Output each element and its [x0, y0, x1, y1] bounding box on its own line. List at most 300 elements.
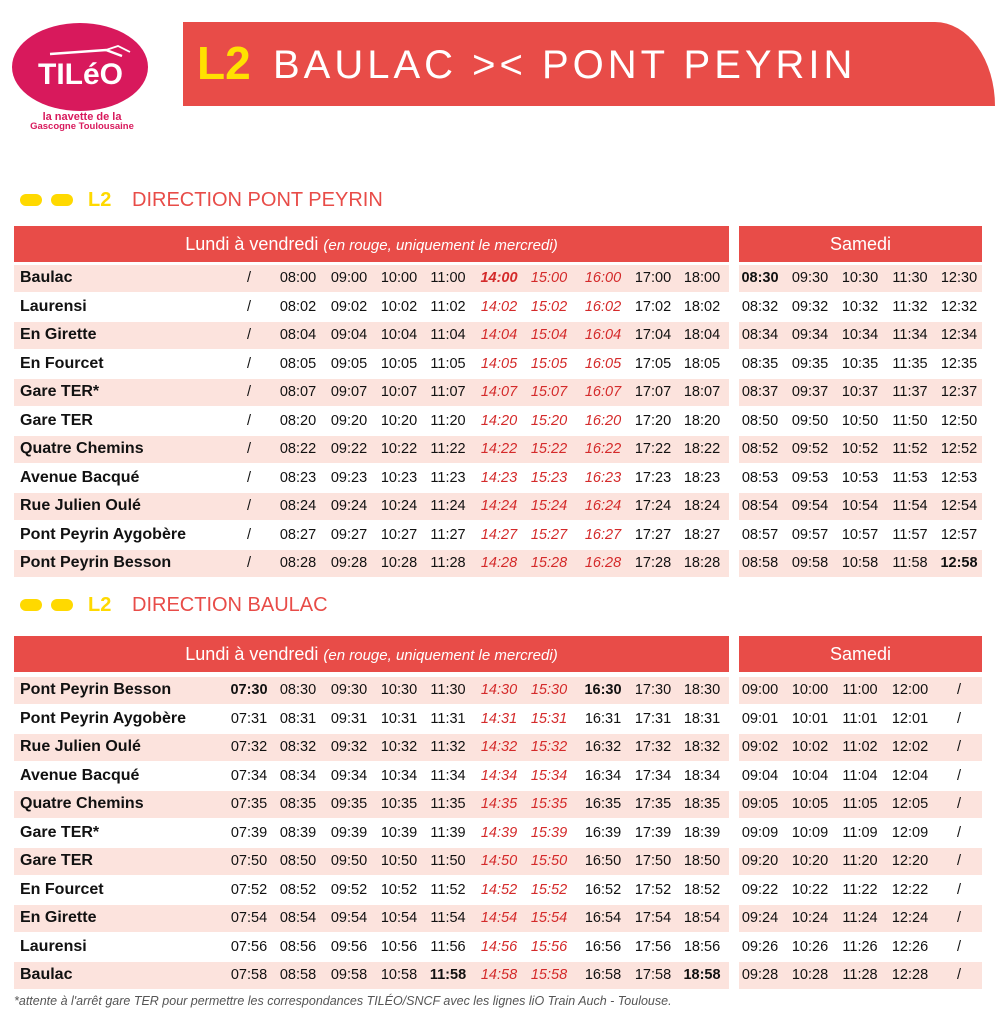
saturday-time-cell: 11:32: [892, 298, 928, 315]
weekday-time-cell: 09:35: [330, 796, 368, 812]
saturday-time-cell: 08:34: [741, 327, 779, 343]
weekday-time-cell: 07:56: [230, 938, 268, 955]
stop-name: Laurensi: [20, 297, 87, 315]
saturday-time-cell: 09:09: [741, 824, 779, 841]
saturday-time-cell: 12:26: [891, 938, 929, 955]
weekday-time-cell: 11:34: [430, 767, 466, 784]
weekday-time-cell: 15:02: [530, 298, 568, 315]
saturday-time-cell: 10:24: [791, 910, 829, 926]
saturday-time-cell: 10:32: [841, 298, 879, 315]
weekday-time-cell: 15:39: [530, 824, 568, 841]
weekday-time-cell: 11:50: [430, 853, 466, 869]
weekday-time-cell: 15:24: [530, 498, 568, 514]
weekday-time-cell: 10:20: [380, 412, 418, 429]
saturday-time-cell: 10:01: [791, 710, 829, 727]
saturday-time-cell: 12:24: [891, 910, 929, 926]
weekday-time-cell: 14:22: [480, 441, 518, 457]
weekday-time-cell: 11:56: [430, 938, 466, 955]
saturday-time-cell: 11:57: [892, 526, 928, 543]
weekday-time-cell: 14:28: [480, 555, 518, 571]
weekday-time-cell: 14:56: [480, 938, 518, 955]
weekday-time-cell: 09:31: [330, 710, 368, 727]
weekday-time-cell: 08:23: [279, 469, 317, 486]
weekday-time-cell: 16:05: [584, 355, 622, 372]
saturday-time-cell: 09:50: [791, 412, 829, 429]
weekday-time-cell: 14:04: [480, 327, 518, 343]
saturday-time-cell: 11:35: [892, 355, 928, 372]
weekday-time-cell: /: [246, 441, 252, 457]
saturday-time-cell: 09:28: [741, 967, 779, 983]
saturday-time-cell: 10:58: [841, 555, 879, 571]
weekday-time-cell: 10:35: [380, 796, 418, 812]
saturday-time-cell: 10:20: [791, 853, 829, 869]
saturday-time-cell: 10:34: [841, 327, 879, 343]
saturday-time-cell: /: [956, 967, 962, 983]
stop-name: Gare TER: [20, 852, 93, 869]
saturday-time-cell: 12:57: [940, 526, 978, 543]
weekday-time-cell: 15:23: [530, 469, 568, 486]
weekday-time-cell: 11:23: [430, 469, 466, 486]
saturday-time-cell: 09:53: [791, 469, 829, 486]
weekday-time-cell: /: [246, 270, 252, 286]
saturday-time-cell: 11:30: [892, 270, 928, 286]
saturday-time-cell: 10:30: [841, 270, 879, 286]
saturday-time-cell: /: [956, 710, 962, 727]
weekday-header: [14, 226, 729, 262]
title-banner: [183, 22, 995, 106]
weekday-time-cell: 09:00: [330, 270, 368, 286]
table-row: [14, 762, 982, 791]
weekday-time-cell: 15:52: [530, 881, 568, 898]
saturday-time-cell: 11:54: [892, 498, 928, 514]
weekday-time-cell: 14:52: [480, 881, 518, 898]
weekday-time-cell: /: [246, 384, 252, 400]
saturday-header: [739, 226, 982, 262]
stop-name: Laurensi: [20, 937, 87, 955]
saturday-time-cell: 12:22: [891, 881, 929, 898]
weekday-time-cell: 07:52: [230, 881, 268, 898]
weekday-time-cell: 11:39: [430, 824, 466, 841]
saturday-time-cell: 10:04: [791, 767, 829, 784]
saturday-time-cell: /: [956, 739, 962, 755]
weekday-time-cell: 10:00: [380, 270, 418, 286]
saturday-time-cell: 08:50: [741, 412, 779, 429]
saturday-time-cell: 12:00: [891, 682, 929, 698]
saturday-time-cell: 09:22: [741, 881, 779, 898]
table-row: [14, 321, 982, 350]
saturday-time-cell: 12:58: [940, 555, 978, 571]
weekday-time-cell: 16:54: [584, 910, 622, 926]
weekday-time-cell: 11:30: [430, 682, 466, 698]
weekday-header: [14, 636, 729, 672]
weekday-time-cell: 11:02: [430, 298, 466, 315]
weekday-time-cell: 16:28: [584, 555, 622, 571]
weekday-time-cell: 10:27: [380, 526, 418, 543]
saturday-time-cell: /: [956, 767, 962, 784]
saturday-time-cell: 10:09: [791, 824, 829, 841]
saturday-time-cell: 10:00: [791, 682, 829, 698]
weekday-time-cell: 09:04: [330, 327, 368, 343]
weekday-time-cell: 18:35: [683, 796, 721, 812]
weekday-time-cell: 15:58: [530, 967, 568, 983]
weekday-time-cell: 10:56: [380, 938, 418, 955]
weekday-time-cell: 15:28: [530, 555, 568, 571]
stop-name: Quatre Chemins: [20, 440, 144, 457]
table-row: [14, 350, 982, 379]
saturday-time-cell: 10:02: [791, 739, 829, 755]
weekday-time-cell: 17:20: [634, 412, 672, 429]
weekday-time-cell: 15:30: [530, 682, 568, 698]
weekday-label: Lundi à vendredi: [185, 234, 319, 254]
saturday-time-cell: 11:01: [842, 710, 878, 727]
saturday-time-cell: 09:30: [791, 270, 829, 286]
weekday-time-cell: 10:31: [380, 710, 418, 727]
weekday-time-cell: 14:35: [480, 796, 518, 812]
table-row: [14, 676, 982, 705]
weekday-time-cell: 16:39: [584, 824, 622, 841]
weekday-time-cell: 16:07: [584, 384, 622, 400]
weekday-time-cell: 18:30: [683, 682, 721, 698]
saturday-time-cell: 10:50: [841, 412, 879, 429]
weekday-note: (en rouge, uniquement le mercredi): [323, 237, 558, 254]
saturday-time-cell: 12:37: [940, 384, 978, 400]
weekday-time-cell: 18:34: [683, 767, 721, 784]
weekday-time-cell: 18:04: [683, 327, 721, 343]
weekday-time-cell: 17:23: [634, 469, 672, 486]
saturday-time-cell: 08:35: [741, 355, 779, 372]
weekday-time-cell: 17:39: [634, 824, 672, 841]
saturday-time-cell: 10:26: [791, 938, 829, 955]
weekday-time-cell: 08:50: [279, 853, 317, 869]
saturday-time-cell: 11:58: [892, 555, 928, 571]
weekday-time-cell: 09:32: [330, 739, 368, 755]
weekday-time-cell: 09:05: [330, 355, 368, 372]
saturday-time-cell: 12:05: [891, 796, 929, 812]
saturday-time-cell: 10:22: [791, 881, 829, 898]
saturday-time-cell: 12:28: [891, 967, 929, 983]
weekday-time-cell: 09:39: [330, 824, 368, 841]
weekday-time-cell: 18:54: [683, 910, 721, 926]
saturday-time-cell: 12:02: [891, 739, 929, 755]
weekday-time-cell: 16:52: [584, 881, 622, 898]
weekday-time-cell: 16:56: [584, 938, 622, 955]
saturday-time-cell: 10:35: [841, 355, 879, 372]
saturday-time-cell: 11:50: [892, 412, 928, 429]
weekday-time-cell: 10:24: [380, 498, 418, 514]
stop-name: Pont Peyrin Besson: [20, 554, 172, 571]
weekday-time-cell: 11:24: [430, 498, 466, 514]
weekday-time-cell: 10:23: [380, 469, 418, 486]
weekday-time-cell: 11:52: [430, 881, 466, 898]
weekday-time-cell: 08:32: [279, 739, 317, 755]
weekday-time-cell: 18:27: [683, 526, 721, 543]
weekday-time-cell: 16:02: [584, 298, 622, 315]
weekday-time-cell: 17:52: [634, 881, 672, 898]
weekday-time-cell: 14:05: [480, 355, 518, 372]
saturday-time-cell: 08:52: [741, 441, 779, 457]
table-row: [14, 819, 982, 848]
weekday-time-cell: /: [246, 498, 252, 514]
weekday-time-cell: 08:52: [279, 881, 317, 898]
weekday-time-cell: 15:05: [530, 355, 568, 372]
tagline-line-1: la navette de la: [42, 111, 122, 123]
table-row: [14, 733, 982, 762]
weekday-time-cell: 08:07: [279, 384, 317, 400]
weekday-time-cell: 07:30: [230, 682, 268, 698]
weekday-time-cell: 18:31: [683, 710, 721, 727]
weekday-time-cell: 11:20: [430, 412, 466, 429]
saturday-time-cell: 09:37: [791, 384, 829, 400]
weekday-time-cell: 09:07: [330, 384, 368, 400]
saturday-time-cell: 08:30: [741, 270, 779, 286]
weekday-time-cell: 17:31: [634, 710, 672, 727]
weekday-time-cell: 09:34: [330, 767, 368, 784]
weekday-time-cell: 11:04: [430, 327, 466, 343]
weekday-time-cell: 16:00: [584, 270, 622, 286]
weekday-time-cell: 17:05: [634, 355, 672, 372]
weekday-time-cell: 14:20: [480, 412, 518, 429]
weekday-time-cell: 08:31: [279, 710, 317, 727]
weekday-time-cell: 10:58: [380, 967, 418, 983]
weekday-time-cell: 16:58: [584, 967, 622, 983]
tagline-line-2: Gascogne Toulousaine: [30, 121, 134, 132]
weekday-time-cell: 17:24: [634, 498, 672, 514]
weekday-time-cell: 17:27: [634, 526, 672, 543]
saturday-time-cell: /: [956, 853, 962, 869]
table-row: [14, 961, 982, 990]
weekday-time-cell: 11:31: [430, 710, 466, 727]
direction-line-code: L2: [88, 594, 112, 616]
weekday-time-cell: 07:58: [230, 967, 268, 983]
table-row: [14, 705, 982, 734]
saturday-time-cell: 09:58: [791, 555, 829, 571]
weekday-time-cell: 16:34: [584, 767, 622, 784]
table-row: [14, 435, 982, 464]
stop-name: Gare TER*: [20, 823, 100, 841]
weekday-time-cell: 15:34: [530, 767, 568, 784]
weekday-time-cell: 15:27: [530, 526, 568, 543]
saturday-time-cell: 08:57: [741, 526, 779, 543]
yellow-pill-icon: [51, 599, 73, 611]
weekday-time-cell: 11:07: [430, 384, 466, 400]
weekday-time-cell: 17:30: [634, 682, 672, 698]
weekday-time-cell: 08:22: [279, 441, 317, 457]
weekday-time-cell: 10:34: [380, 767, 418, 784]
weekday-time-cell: 08:20: [279, 412, 317, 429]
saturday-time-cell: 08:32: [741, 298, 779, 315]
weekday-time-cell: 09:30: [330, 682, 368, 698]
saturday-time-cell: 08:58: [741, 555, 779, 571]
saturday-time-cell: 12:04: [891, 767, 929, 784]
weekday-time-cell: 14:31: [480, 710, 518, 727]
stop-name: Pont Peyrin Aygobère: [20, 709, 186, 727]
weekday-time-cell: 14:00: [480, 270, 518, 286]
weekday-time-cell: 10:52: [380, 881, 418, 898]
weekday-time-cell: 09:50: [330, 853, 368, 869]
weekday-time-cell: 18:07: [683, 384, 721, 400]
saturday-time-cell: 11:52: [892, 441, 928, 457]
stop-name: Pont Peyrin Aygobère: [20, 525, 186, 543]
saturday-time-cell: 11:37: [892, 384, 928, 400]
weekday-time-cell: 18:02: [683, 298, 721, 315]
weekday-time-cell: 17:56: [634, 938, 672, 955]
stop-name: Gare TER: [20, 411, 93, 429]
saturday-time-cell: 10:57: [841, 526, 879, 543]
table-row: [14, 790, 982, 819]
saturday-time-cell: 11:53: [892, 469, 928, 486]
yellow-pill-icon: [51, 194, 73, 206]
table-row: [14, 904, 982, 933]
weekday-time-cell: 16:50: [584, 853, 622, 869]
weekday-time-cell: 08:27: [279, 526, 317, 543]
saturday-label: Samedi: [829, 234, 892, 254]
saturday-time-cell: 10:52: [841, 441, 879, 457]
weekday-time-cell: 18:56: [683, 938, 721, 955]
weekday-time-cell: 08:35: [279, 796, 317, 812]
weekday-time-cell: 18:58: [683, 967, 721, 983]
weekday-time-cell: 14:34: [480, 767, 518, 784]
weekday-time-cell: 14:50: [480, 853, 518, 869]
weekday-time-cell: /: [246, 469, 252, 486]
stop-name: Rue Julien Oulé: [20, 738, 141, 755]
weekday-time-cell: 10:32: [380, 739, 418, 755]
saturday-time-cell: 11:09: [842, 824, 878, 841]
weekday-time-cell: 16:23: [584, 469, 622, 486]
saturday-time-cell: 11:05: [842, 796, 878, 812]
saturday-time-cell: 12:09: [891, 824, 929, 841]
weekday-time-cell: 16:22: [584, 441, 622, 457]
weekday-time-cell: 09:24: [330, 498, 368, 514]
weekday-time-cell: 15:22: [530, 441, 568, 457]
weekday-time-cell: 14:07: [480, 384, 518, 400]
weekday-time-cell: 11:28: [430, 555, 466, 571]
stop-name: Baulac: [20, 269, 73, 286]
saturday-time-cell: /: [956, 938, 962, 955]
weekday-time-cell: 15:20: [530, 412, 568, 429]
weekday-time-cell: 09:23: [330, 469, 368, 486]
weekday-time-cell: 10:02: [380, 298, 418, 315]
weekday-time-cell: 10:39: [380, 824, 418, 841]
table-row: [14, 464, 982, 493]
weekday-time-cell: 15:04: [530, 327, 568, 343]
saturday-time-cell: 10:53: [841, 469, 879, 486]
weekday-time-cell: 18:39: [683, 824, 721, 841]
weekday-time-cell: 16:32: [584, 739, 622, 755]
weekday-time-cell: 11:05: [430, 355, 466, 372]
weekday-time-cell: 08:00: [279, 270, 317, 286]
stop-name: Gare TER*: [20, 383, 100, 400]
weekday-time-cell: 14:02: [480, 298, 518, 315]
weekday-time-cell: 14:27: [480, 526, 518, 543]
saturday-time-cell: 12:34: [940, 327, 978, 343]
weekday-time-cell: 16:24: [584, 498, 622, 514]
table-row: [14, 264, 982, 293]
weekday-note: (en rouge, uniquement le mercredi): [323, 647, 558, 664]
weekday-time-cell: 18:23: [683, 469, 721, 486]
stop-name: Rue Julien Oulé: [20, 497, 141, 514]
weekday-time-cell: 08:05: [279, 355, 317, 372]
stop-name: En Girette: [20, 326, 97, 343]
line-code: L2: [197, 37, 251, 89]
weekday-time-cell: 14:24: [480, 498, 518, 514]
weekday-time-cell: 17:35: [634, 796, 672, 812]
weekday-time-cell: 09:28: [330, 555, 368, 571]
saturday-time-cell: 12:01: [891, 710, 929, 727]
weekday-time-cell: 10:04: [380, 327, 418, 343]
saturday-time-cell: 11:28: [842, 967, 878, 983]
weekday-time-cell: 10:50: [380, 853, 418, 869]
weekday-time-cell: 15:35: [530, 796, 568, 812]
weekday-time-cell: /: [246, 355, 252, 372]
weekday-time-cell: 11:22: [430, 441, 466, 457]
yellow-pill-icon: [20, 599, 42, 611]
weekday-time-cell: 10:07: [380, 384, 418, 400]
weekday-time-cell: 15:56: [530, 938, 568, 955]
weekday-time-cell: 08:24: [279, 498, 317, 514]
weekday-time-cell: 14:30: [480, 682, 518, 698]
weekday-time-cell: 09:52: [330, 881, 368, 898]
saturday-time-cell: 08:53: [741, 469, 779, 486]
saturday-time-cell: /: [956, 796, 962, 812]
saturday-time-cell: 09:54: [791, 498, 829, 514]
saturday-time-cell: 09:26: [741, 938, 779, 955]
weekday-time-cell: 09:58: [330, 967, 368, 983]
weekday-time-cell: 15:50: [530, 853, 568, 869]
stop-name: Avenue Bacqué: [20, 766, 140, 784]
weekday-time-cell: 18:24: [683, 498, 721, 514]
weekday-time-cell: 17:22: [634, 441, 672, 457]
table-row: [14, 407, 982, 436]
weekday-time-cell: 08:34: [279, 767, 317, 784]
weekday-time-cell: 14:39: [480, 824, 518, 841]
weekday-time-cell: 15:31: [530, 710, 568, 727]
weekday-time-cell: 18:00: [683, 270, 721, 286]
weekday-time-cell: 17:28: [634, 555, 672, 571]
stop-name: Quatre Chemins: [20, 795, 144, 812]
saturday-time-cell: 11:22: [842, 881, 878, 898]
saturday-time-cell: 09:34: [791, 327, 829, 343]
weekday-time-cell: 10:28: [380, 555, 418, 571]
weekday-time-cell: 07:34: [230, 767, 268, 784]
weekday-time-cell: 17:02: [634, 298, 672, 315]
saturday-label: Samedi: [829, 644, 892, 664]
weekday-time-cell: 07:35: [230, 796, 268, 812]
weekday-time-cell: 07:31: [230, 710, 268, 727]
weekday-time-cell: 11:35: [430, 796, 466, 812]
weekday-time-cell: 17:07: [634, 384, 672, 400]
saturday-time-cell: 09:32: [791, 298, 829, 315]
saturday-time-cell: 11:00: [842, 682, 878, 698]
weekday-time-cell: 17:50: [634, 853, 672, 869]
weekday-time-cell: 08:28: [279, 555, 317, 571]
saturday-time-cell: 12:20: [891, 853, 929, 869]
saturday-time-cell: 09:35: [791, 355, 829, 372]
direction-label: DIRECTION PONT PEYRIN: [132, 189, 383, 211]
weekday-time-cell: 18:52: [683, 881, 721, 898]
weekday-time-cell: 14:58: [480, 967, 518, 983]
saturday-time-cell: 12:30: [940, 270, 978, 286]
weekday-time-cell: 11:32: [430, 739, 466, 755]
section-2-direction: [20, 592, 520, 618]
saturday-time-cell: 10:28: [791, 967, 829, 983]
stop-name: Baulac: [20, 966, 73, 983]
logo-tagline: [24, 112, 140, 132]
stop-name: En Fourcet: [20, 880, 104, 898]
saturday-time-cell: 12:50: [940, 412, 978, 429]
saturday-time-cell: 11:24: [842, 910, 878, 926]
weekday-time-cell: /: [246, 526, 252, 543]
weekday-time-cell: 18:28: [683, 555, 721, 571]
